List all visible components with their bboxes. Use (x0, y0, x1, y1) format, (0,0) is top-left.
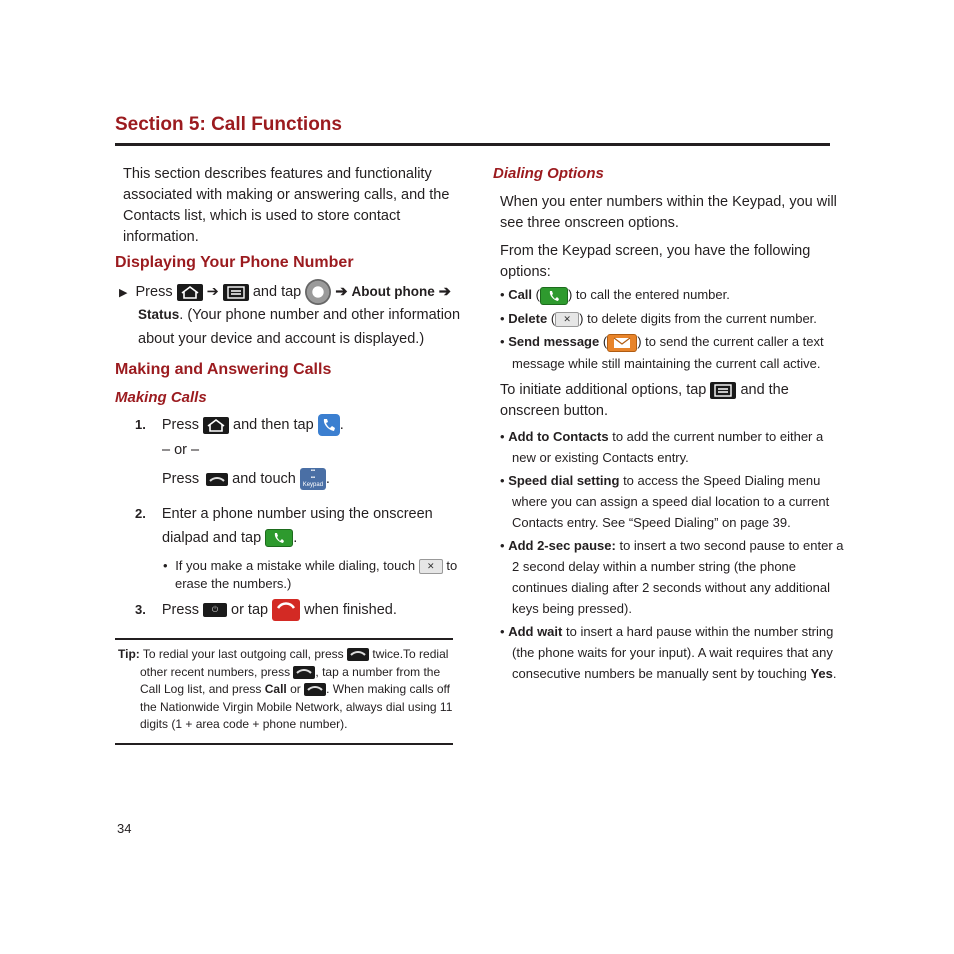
tip-line (140, 664, 452, 682)
option-line (500, 535, 844, 556)
bullet: • (500, 334, 505, 349)
step-1-alt: Press and touch ▪▪ ▪▪ Keypad . (162, 468, 330, 488)
tip-content (118, 646, 452, 734)
bullet: • (500, 287, 505, 302)
section-title: Section 5: Call Functions (115, 114, 342, 135)
press-text: Press (135, 283, 173, 300)
bullet: • (500, 624, 505, 639)
settings-gear-icon (305, 279, 331, 305)
delete-key-icon: ✕ (419, 559, 443, 574)
option-add-wait (500, 621, 837, 684)
displaying-line-3: about your device and account is displayed.) (138, 331, 425, 347)
end-key-icon: ⏻ (203, 603, 227, 617)
end-call-icon-label: End call (275, 630, 297, 637)
yes-label: Yes (810, 666, 833, 681)
intro-line: This section describes features and functionality (123, 166, 432, 182)
call-label: Call (264, 682, 287, 696)
option-label: Delete (508, 311, 548, 326)
step-2-line-2: dialpad and tap . (162, 530, 298, 546)
step-2-bullet-line-2: erase the numbers.) (175, 576, 292, 591)
phone-app-icon (318, 414, 340, 436)
option-line (500, 426, 823, 447)
arrow-icon: ➔ (206, 283, 219, 300)
option-text: ) to send the current caller a text (637, 334, 824, 349)
keypad-icon: ▪▪ ▪▪ Keypad (300, 468, 326, 490)
option-delete: • Delete ( ✕ ) to delete digits from the current number. (500, 311, 817, 326)
step-2-text: dialpad and tap (162, 530, 262, 546)
bullet: • (500, 538, 505, 553)
step-1: 1. Press and then tap . (135, 414, 344, 436)
bullet: • (500, 311, 505, 326)
option-line (500, 621, 837, 642)
menu-icon (710, 382, 736, 399)
and-tap-text: and tap (252, 283, 302, 300)
intro-line: Contacts list, which is used to store contact (123, 208, 401, 224)
option-text: to insert a hard pause within the number string (565, 624, 834, 639)
paragraph-line: When you enter numbers within the Keypad, you will (500, 194, 837, 210)
step-3-text: when finished. (304, 602, 397, 618)
bullet-text: If you make a mistake while dialing, touch (175, 558, 416, 573)
tip-line: digits (1 + area code + phone number). (140, 717, 348, 731)
bullet-text: to (446, 558, 458, 573)
tip-text: Call Log list, and press (140, 682, 262, 696)
press-text: Press (162, 470, 200, 487)
message-icon (607, 334, 637, 352)
option-label: Add to Contacts (508, 429, 609, 444)
intro-line: information. (123, 229, 199, 245)
heading-dialing-options: Dialing Options (493, 165, 604, 182)
option-label: Add wait (508, 624, 563, 639)
option-label: Send message (508, 334, 600, 349)
tip-text: other recent numbers, press (140, 664, 291, 679)
option-text: to add the current number to either a (612, 429, 824, 444)
additional-options-paragraph (500, 380, 789, 401)
option-text: ) to delete digits from the current number. (579, 311, 817, 326)
call-green-icon (265, 529, 293, 547)
paragraph-text: To initiate additional options, tap (500, 382, 707, 398)
tip-line: the Nationwide Virgin Mobile Network, always dial using 11 (140, 699, 453, 714)
dialing-paragraph-1 (500, 192, 837, 234)
call-green-icon (540, 287, 568, 305)
send-key-icon (304, 683, 326, 696)
displaying-line-2 (138, 304, 460, 326)
option-speed-dial-setting (500, 470, 829, 533)
title-rule (115, 143, 830, 146)
option-line: keys being pressed). (512, 601, 632, 616)
send-key-icon (347, 648, 369, 661)
step-2-text: Enter a phone number using the onscreen (161, 506, 433, 522)
option-line: new or existing Contacts entry. (512, 450, 689, 465)
intro-line: associated with making or answering calls, and the (123, 187, 450, 203)
tip-text: . When making calls off (326, 682, 450, 696)
option-text: to insert a two second pause to enter a (619, 538, 844, 553)
or-separator: – or – (162, 442, 200, 458)
dialing-paragraph-2 (500, 241, 810, 283)
page-number: 34 (117, 821, 132, 836)
paragraph-text: and the (740, 382, 789, 398)
about-phone-label: About phone (351, 283, 435, 299)
option-send-message: • Send message ( ) to send the current caller a text (500, 333, 824, 352)
option-text: ) to call the entered number. (567, 287, 730, 302)
option-line (512, 663, 837, 684)
option-text: to access the Speed Dialing menu (623, 473, 821, 488)
displaying-text: . (Your phone number and other information (179, 307, 461, 323)
displaying-step-line (119, 279, 451, 305)
step-number: 3. (135, 602, 146, 617)
step-number: 1. (135, 417, 146, 432)
step-3 (135, 599, 397, 637)
send-key-icon (293, 666, 315, 679)
tip-text: or (290, 682, 301, 696)
step-2-bullet (163, 557, 457, 575)
paragraph-line: options: (500, 264, 551, 280)
bullet: • (500, 473, 505, 488)
tip-label: Tip: (118, 647, 140, 661)
press-text: Press (161, 417, 199, 433)
home-icon (203, 417, 229, 434)
option-line: Contacts entry. See “Speed Dialing” on page 39. (512, 515, 791, 530)
option-text: . (832, 666, 837, 681)
tip-text: twice.To redial (372, 647, 449, 661)
step-number: 2. (135, 506, 146, 521)
arrow-icon: ➔ (438, 283, 451, 300)
delete-key-icon: ✕ (555, 312, 579, 327)
additional-options-paragraph-line-2: onscreen button. (500, 403, 609, 419)
send-key-icon (206, 473, 228, 486)
heading-making-answering-calls: Making and Answering Calls (115, 361, 332, 378)
intro-paragraph (123, 164, 453, 248)
option-line (500, 470, 829, 491)
home-icon (177, 284, 203, 301)
paragraph-line: see three onscreen options. (500, 215, 679, 231)
step-triangle-icon: ▶ (119, 286, 128, 299)
tip-line (118, 646, 452, 664)
heading-displaying-phone-number: Displaying Your Phone Number (115, 254, 354, 271)
bullet: • (500, 429, 505, 444)
then-tap-text: and then tap (233, 417, 314, 433)
option-line: continues dialing after 2 seconds without any additional (512, 580, 830, 595)
option-add-2-sec-pause (500, 535, 844, 619)
keypad-icon-label: Keypad (302, 482, 324, 488)
end-call-red-icon (272, 599, 300, 637)
option-line: (the phone waits for your input). A wait requires that any (512, 645, 833, 660)
option-line: 2 second delay within a number string (the phone (512, 559, 797, 574)
heading-making-calls: Making Calls (115, 389, 207, 406)
option-label: Speed dial setting (508, 473, 620, 488)
option-line: where you can assign a speed dial location to a current (512, 494, 830, 509)
tip-text: To redial your last outgoing call, press (142, 647, 344, 661)
option-label: Call (508, 287, 533, 302)
menu-icon (223, 284, 249, 301)
step-2 (135, 503, 433, 525)
option-text: consecutive numbers be manually sent by touching (512, 666, 807, 681)
or-tap-text: or tap (231, 602, 269, 618)
paragraph-line: From the Keypad screen, you have the following (500, 243, 811, 259)
option-label: Add 2-sec pause: (508, 538, 616, 553)
status-label: Status (138, 307, 180, 322)
bullet: • (163, 558, 168, 573)
option-call: • Call ( ) to call the entered number. (500, 286, 730, 305)
option-send-message-line-2: message while still maintaining the current call active. (512, 356, 821, 371)
and-touch-text: and touch (232, 470, 296, 487)
tip-text: , tap a number from the (315, 664, 441, 679)
option-add-to-contacts (500, 426, 823, 468)
arrow-icon: ➔ (335, 283, 348, 300)
press-text: Press (161, 602, 199, 618)
tip-line (140, 681, 452, 699)
